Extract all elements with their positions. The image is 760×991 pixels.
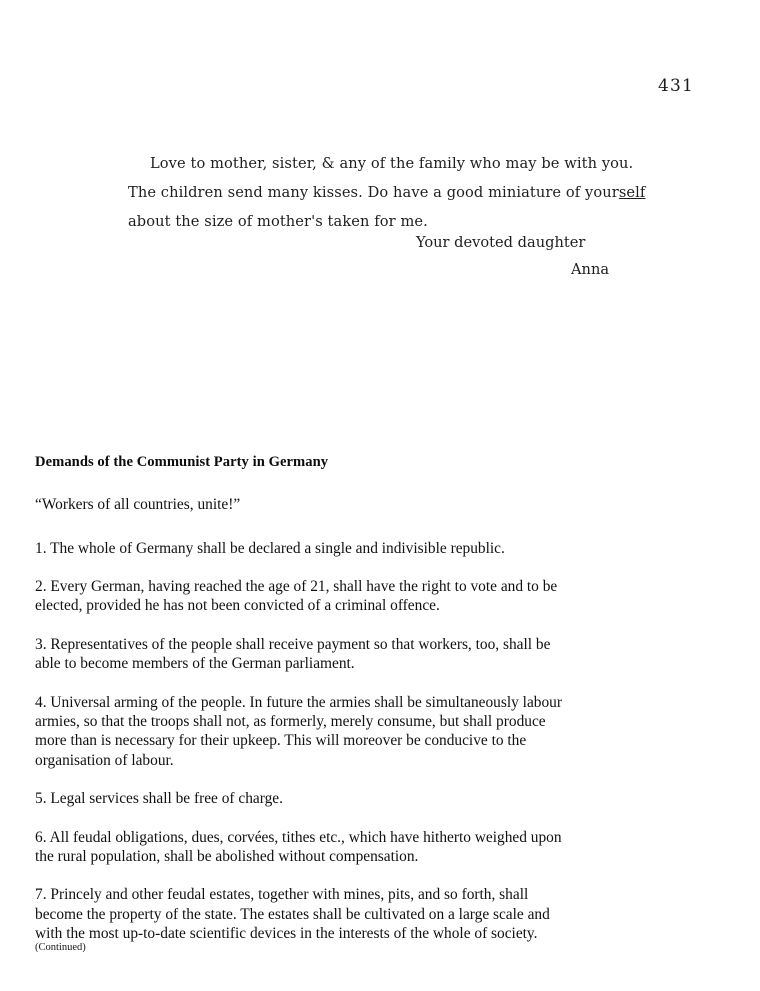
document-section	[35, 454, 563, 944]
letter-paragraph	[128, 149, 656, 236]
clause-item: 1. The whole of Germany shall be declared a single and indivisible republic.	[35, 539, 505, 557]
clause-item: 7. Princely and other feudal estates, together with mines, pits, and so forth, shall become the property of the state. The estates shall be cultivated on a large scale and with the most up-to-date scientific devices in the interests of the whole of society.	[35, 886, 550, 943]
section-heading: Demands of the Communist Party in Germany	[35, 454, 329, 470]
section-epigraph: “Workers of all countries, unite!”	[35, 496, 241, 513]
clause-item: 6. All feudal obligations, dues, corvées, tithes etc., which have hitherto weighed upon the rural population, shall be abolished without compensation.	[35, 828, 562, 865]
continued-note: (Continued)	[35, 942, 86, 953]
letter-signoff: Your devoted daughter	[416, 234, 586, 251]
letter-underlined-word: self	[618, 184, 646, 201]
clause-item: 5. Legal services shall be free of charge.	[35, 790, 283, 808]
letter-body-lead: Love to mother, sister, & any of the family who may be with you. The children send many kisses. Do have a good miniature of your	[128, 155, 634, 201]
letter-signature: Anna	[571, 261, 610, 278]
page-number: 431	[657, 76, 694, 96]
clause-item: 2. Every German, having reached the age of 21, shall have the right to vote and to be elected, provided he has not been convicted of a criminal offence.	[35, 577, 558, 615]
clause-item: 3. Representatives of the people shall receive payment so that workers, too, shall be able to become members of the German parliament.	[35, 635, 551, 673]
letter-facsimile-text	[128, 149, 656, 236]
clause-item: 4. Universal arming of the people. In future the armies shall be simultaneously labour armies, so that the troops shall not, as formerly, merely consume, but shall produce more than is necessary for their upkeep. This will moreover be conducive to the organisation of labour.	[35, 693, 562, 769]
letter-body-tail: about the size of mother's taken for me.	[128, 213, 428, 230]
